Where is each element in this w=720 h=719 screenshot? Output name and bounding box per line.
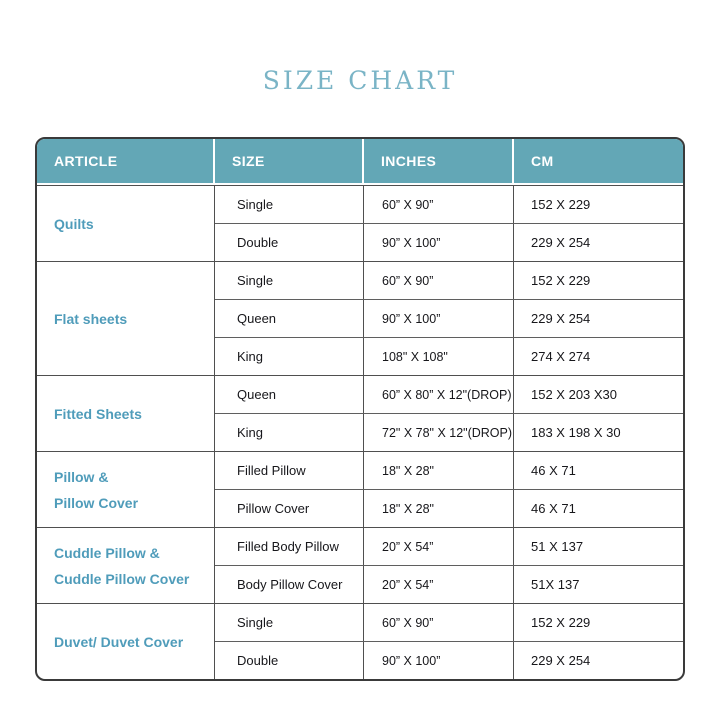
inches-cell: 90” X 100” — [364, 642, 514, 679]
table-group — [37, 261, 683, 375]
article-cell — [37, 528, 215, 603]
group-rows — [215, 262, 683, 375]
size-chart-table — [35, 137, 685, 681]
cm-cell: 46 X 71 — [531, 463, 576, 478]
cm-cell: 152 X 229 — [531, 615, 591, 630]
article-label: Cuddle Pillow Cover — [54, 570, 190, 587]
table-row — [215, 413, 683, 451]
cm-cell: 152 X 229 — [531, 197, 591, 212]
inches-cell: 60” X 90” — [364, 186, 514, 223]
article-label: Pillow Cover — [54, 494, 139, 511]
article-cell — [37, 262, 215, 375]
table-row — [215, 376, 683, 413]
table-row — [215, 565, 683, 603]
group-rows — [215, 186, 683, 261]
page-title: SIZE CHART — [262, 66, 458, 95]
cm-cell: 51 X 137 — [531, 539, 584, 554]
table-row — [215, 299, 683, 337]
size-cell: Body Pillow Cover — [215, 566, 364, 603]
group-rows — [215, 528, 683, 603]
table-header-row — [37, 139, 683, 185]
cm-cell: 51X 137 — [531, 577, 580, 592]
article-cell — [37, 186, 215, 261]
cm-cell: 229 X 254 — [531, 311, 591, 326]
cm-cell: 229 X 254 — [531, 235, 591, 250]
article-label: Flat sheets — [54, 310, 128, 327]
table-row — [215, 528, 683, 565]
size-cell: Filled Body Pillow — [215, 528, 364, 565]
size-cell: Queen — [215, 300, 364, 337]
cm-cell: 152 X 229 — [531, 273, 591, 288]
table-row — [215, 489, 683, 527]
article-label: Fitted Sheets — [54, 405, 142, 422]
table-row — [215, 337, 683, 375]
cm-cell: 274 X 274 — [531, 349, 591, 364]
table-row — [215, 223, 683, 261]
size-cell: King — [215, 414, 364, 451]
inches-cell: 60” X 80” X 12"(DROP) — [364, 376, 514, 413]
inches-cell: 90” X 100” — [364, 224, 514, 261]
article-cell — [37, 376, 215, 451]
size-cell: Single — [215, 604, 364, 641]
size-cell: Double — [215, 642, 364, 679]
size-cell: Double — [215, 224, 364, 261]
cm-cell: 229 X 254 — [531, 653, 591, 668]
inches-cell: 108" X 108" — [364, 338, 514, 375]
table-row — [215, 452, 683, 489]
group-rows — [215, 604, 683, 679]
column-header-inches: INCHES — [364, 139, 514, 183]
article-label: Duvet/ Duvet Cover — [54, 633, 184, 650]
cm-cell: 46 X 71 — [531, 501, 576, 516]
article-label: Pillow & — [54, 468, 109, 485]
table-body — [37, 185, 683, 679]
article-label: Cuddle Pillow & — [54, 544, 160, 561]
table-group — [37, 185, 683, 261]
size-cell: Filled Pillow — [215, 452, 364, 489]
cm-cell: 183 X 198 X 30 — [531, 425, 621, 440]
group-rows — [215, 376, 683, 451]
article-cell — [37, 452, 215, 527]
table-row — [215, 641, 683, 679]
inches-cell: 18" X 28" — [364, 452, 514, 489]
table-row — [215, 186, 683, 223]
table-group — [37, 603, 683, 679]
inches-cell: 20” X 54” — [364, 528, 514, 565]
size-cell: Single — [215, 262, 364, 299]
inches-cell: 72" X 78" X 12"(DROP) — [364, 414, 514, 451]
inches-cell: 90” X 100” — [364, 300, 514, 337]
table-row — [215, 262, 683, 299]
size-cell: Queen — [215, 376, 364, 413]
column-header-article: ARTICLE — [37, 139, 215, 183]
table-group — [37, 451, 683, 527]
column-header-size: SIZE — [215, 139, 364, 183]
size-cell: King — [215, 338, 364, 375]
inches-cell: 60” X 90” — [364, 262, 514, 299]
article-label: Quilts — [54, 215, 94, 232]
table-group — [37, 375, 683, 451]
size-cell: Single — [215, 186, 364, 223]
cm-cell: 152 X 203 X30 — [531, 387, 618, 402]
table-group — [37, 527, 683, 603]
table-row — [215, 604, 683, 641]
size-cell: Pillow Cover — [215, 490, 364, 527]
inches-cell: 60” X 90” — [364, 604, 514, 641]
group-rows — [215, 452, 683, 527]
inches-cell: 20” X 54” — [364, 566, 514, 603]
column-header-cm: CM — [514, 139, 683, 183]
inches-cell: 18" X 28" — [364, 490, 514, 527]
article-cell — [37, 604, 215, 679]
